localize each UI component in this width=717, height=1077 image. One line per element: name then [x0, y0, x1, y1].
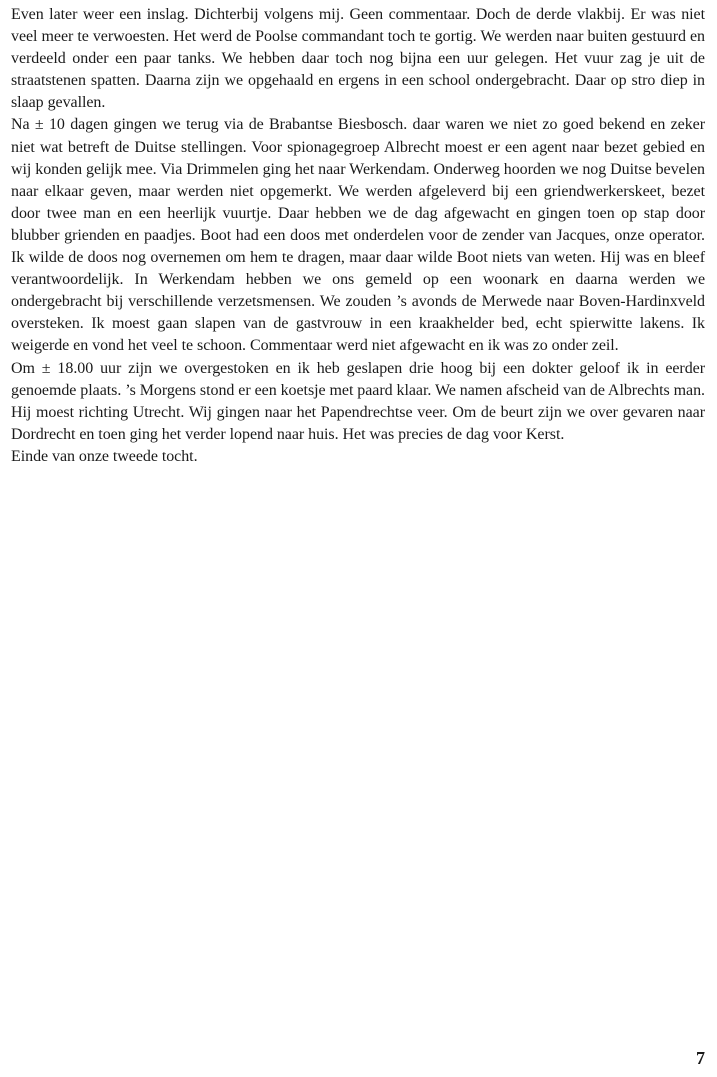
- paragraph: Einde van onze tweede tocht.: [11, 447, 198, 465]
- paragraph: Even later weer een inslag. Dichterbij volgens mij. Geen commentaar. Doch de derde vlakbij. Er was niet veel meer te verwoesten. Het werd de Poolse commandant toch te gortig. We werden naar buiten gestuurd en verdeeld onder een paar tanks. We hebben daar toch nog bijna een uur gelegen. Het vuur zag je uit de straatstenen spatten. Daarna zijn we opgehaald en ergens in een school ondergebracht. Daar op stro diep in slaap gevallen.: [11, 6, 705, 112]
- paragraph: Om ± 18.00 uur zijn we overgestoken en ik heb geslapen drie hoog bij een dokter geloof ik in eerder genoemde plaats. ’s Morgens stond er een koetsje met paard klaar. We namen afscheid van de Albrechts man. Hij moest richting Utrecht. Wij gingen naar het Papendrechtse veer. Om de beurt zijn we over gevaren naar Dordrecht en toen ging het verder lopend naar huis. Het was precies de dag voor Kerst.: [11, 359, 705, 443]
- paragraph: Na ± 10 dagen gingen we terug via de Brabantse Biesbosch. daar waren we niet zo goed bekend en zeker niet wat betreft de Duitse stellingen. Voor spionagegroep Albrecht moest er een agent naar bezet gebied en wij konden gelijk mee. Via Drimmelen ging het naar Werkendam. Onderweg hoorden we nog Duitse bevelen naar elkaar geven, maar werden niet opgemerkt. We werden afgeleverd bij een griendwerkerskeet, bezet door twee man en een heerlijk vuurtje. Daar hebben we de dag afgewacht en gingen toen op stap door blubber grienden en paadjes. Boot had een doos met onderdelen voor de zender van Jacques, onze operator. Ik wilde de doos nog overnemen om hem te dragen, maar daar wilde Boot niets van weten. Hij was en bleef verantwoordelijk. In Werkendam hebben we ons gemeld op een woonark en daarna werden we ondergebracht bij verschillende verzetsmensen. We zouden ’s avonds de Merwede naar Boven-Hardinxveld oversteken. Ik moest gaan slapen van de gastvrouw in een kraakhelder bed, echt spierwitte lakens. Ik weigerde en vond het veel te schoon. Commentaar werd niet afgewacht en ik was zo onder zeil.: [11, 116, 705, 355]
- page-body: [11, 4, 705, 468]
- page-number: 7: [696, 1048, 705, 1068]
